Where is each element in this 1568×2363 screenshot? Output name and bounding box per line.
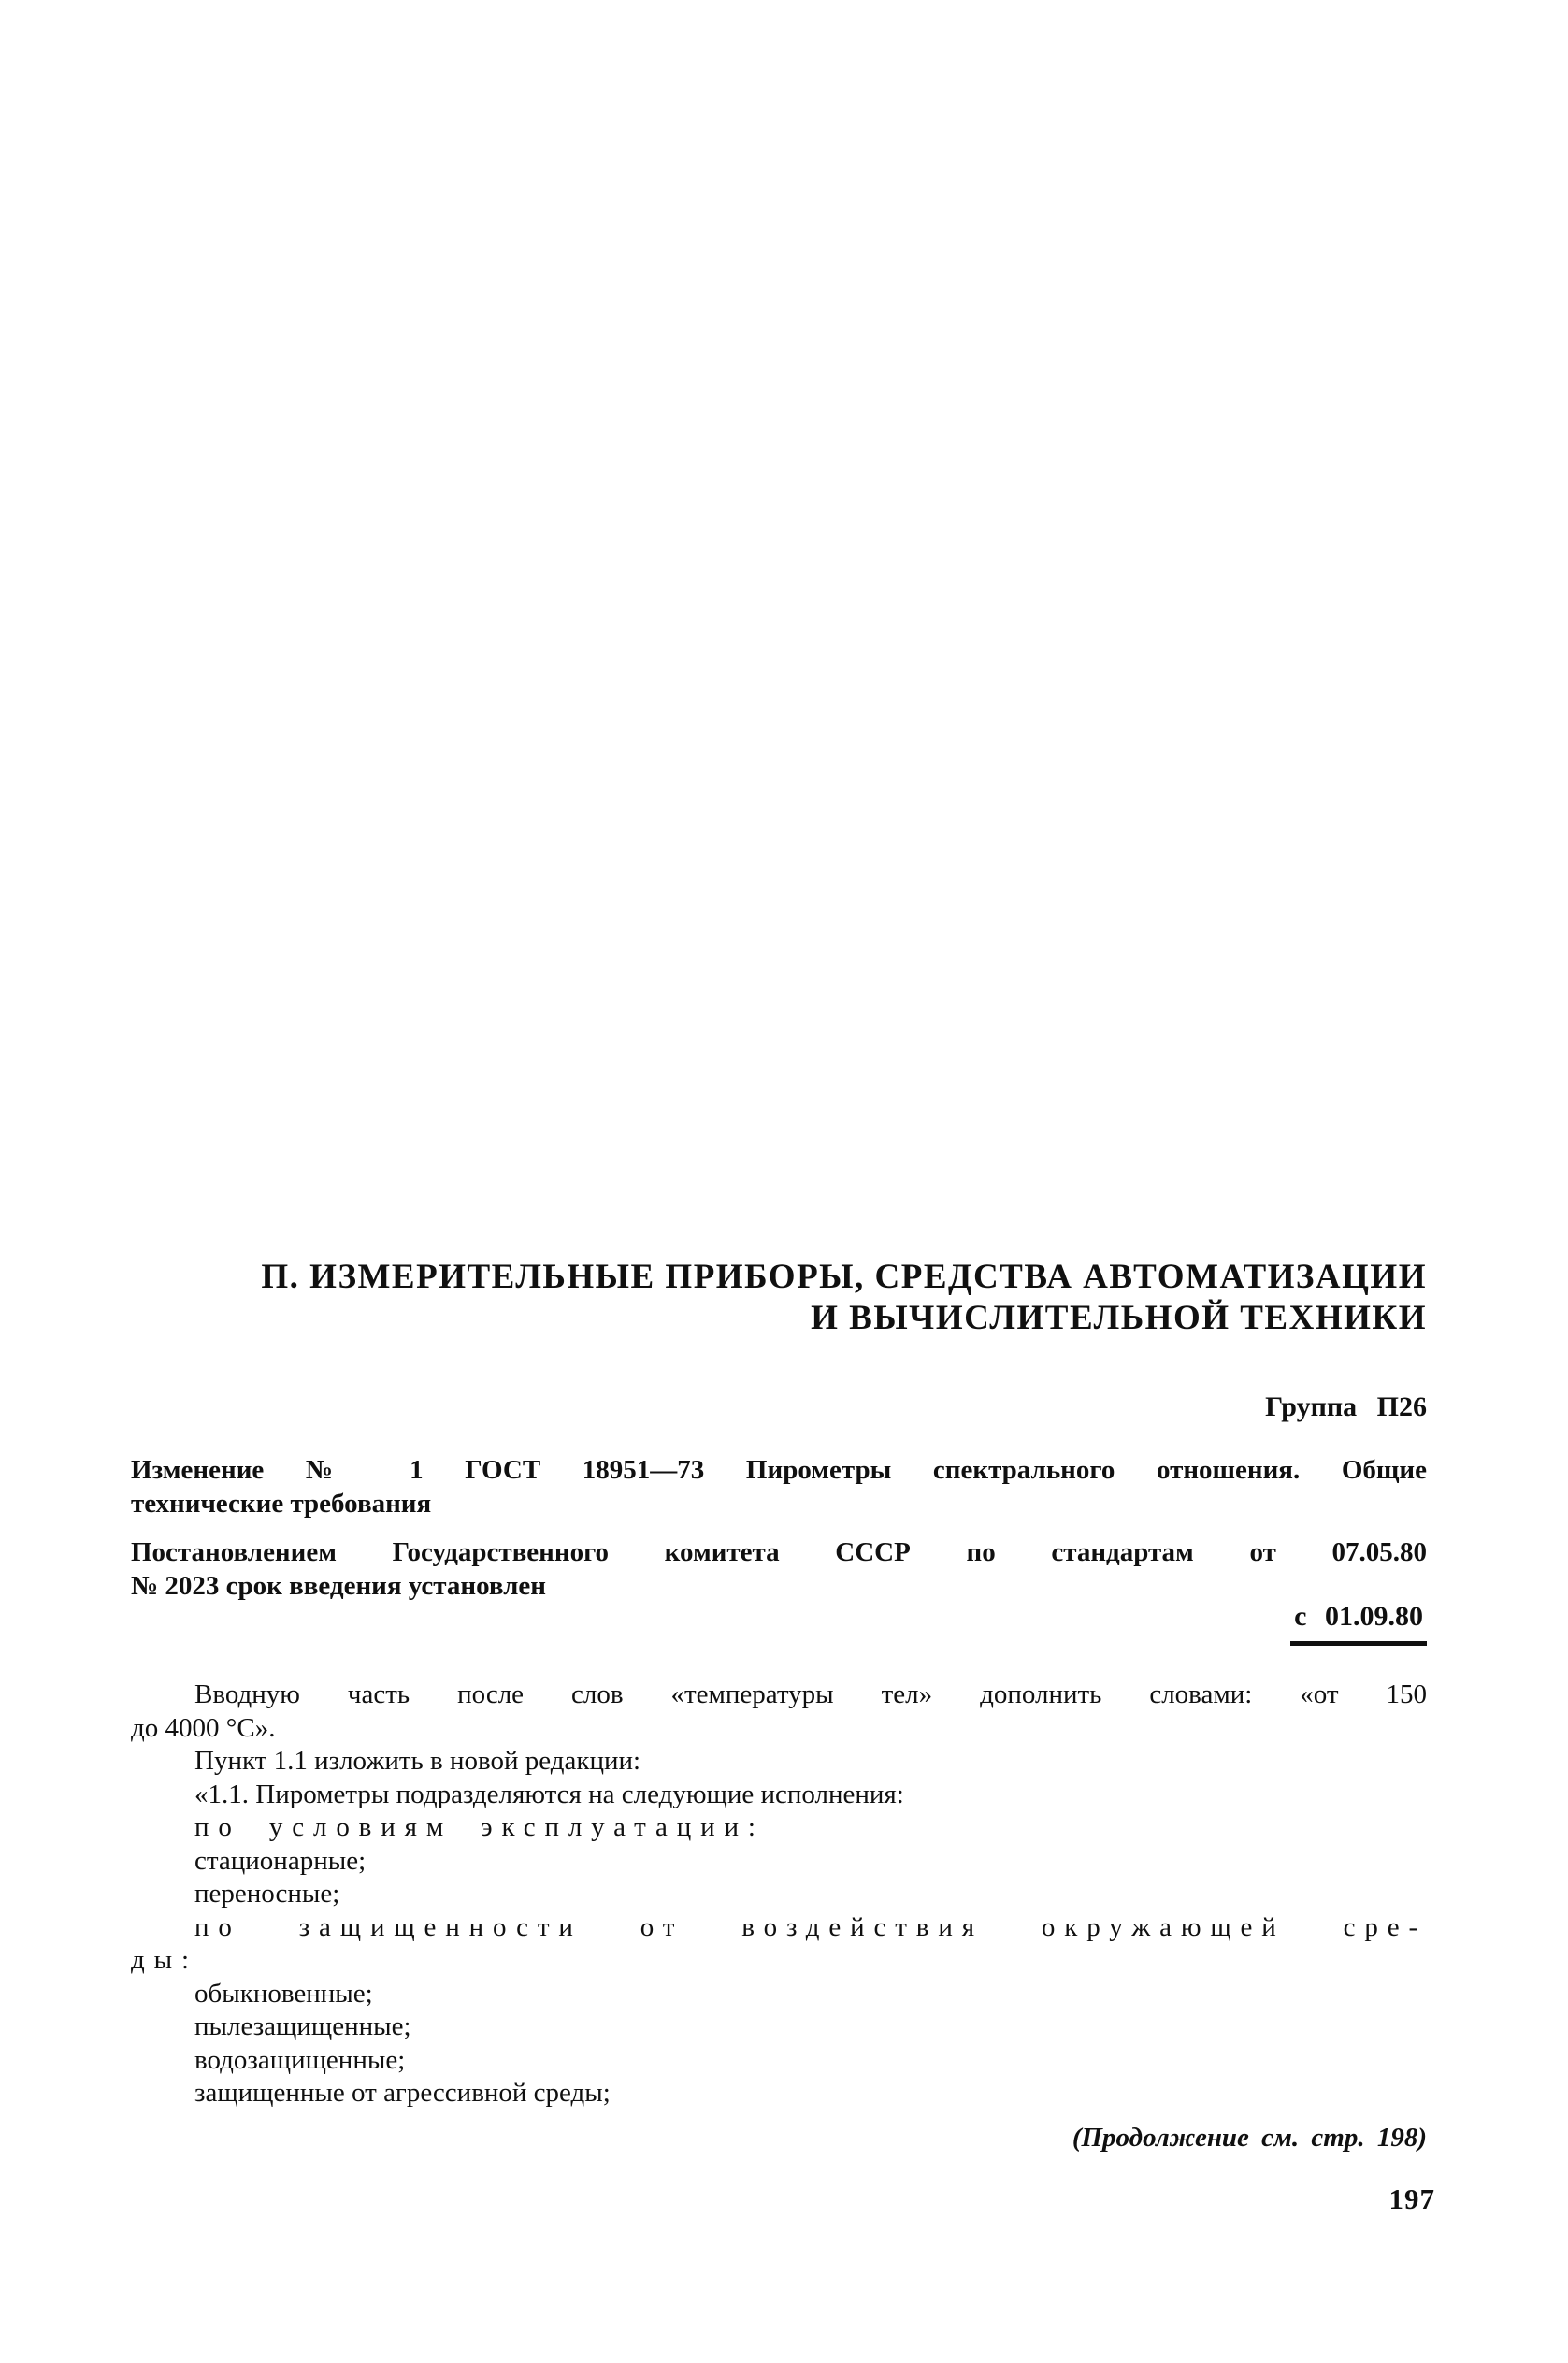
body-line: защищенные от агрессивной среды;: [194, 2078, 611, 2108]
decree-paragraph: [131, 1535, 1427, 1603]
body-line: Вводную часть после слов «температуры тел» дополнить словами: «от 150: [194, 1679, 1427, 1709]
body-line: по защищенности от воздействия окружающей сре-: [194, 1911, 1427, 1942]
decree-line-2: № 2023 срок введения установлен: [131, 1571, 547, 1601]
body-line: обыкновенные;: [194, 1978, 373, 2009]
amendment-line-1: Изменение № 1 ГОСТ 18951—73 Пирометры спектрального отношения. Общие: [131, 1455, 1427, 1485]
body-line: «1.1. Пирометры подразделяются на следующие исполнения:: [194, 1779, 904, 1809]
body-line: до 4000 °С».: [131, 1712, 276, 1743]
amendment-line-2: технические требования: [131, 1489, 432, 1519]
body-line: пылезащищенные;: [194, 2011, 411, 2041]
body-line: ды:: [131, 1945, 198, 1975]
body-line: водозащищенные;: [194, 2044, 406, 2075]
body-line: стационарные;: [194, 1845, 367, 1876]
group-label: Группа П26: [1265, 1391, 1427, 1422]
page-number: 197: [1388, 2183, 1435, 2215]
amendment-heading: [131, 1453, 1427, 1520]
section-title-line-2: И ВЫЧИСЛИТЕЛЬНОЙ ТЕХНИКИ: [811, 1299, 1427, 1337]
continuation-note: (Продолжение см. стр. 198): [1072, 2123, 1427, 2153]
section-title-line-1: П. ИЗМЕРИТЕЛЬНЫЕ ПРИБОРЫ, СРЕДСТВА АВТОМАТИЗАЦИИ: [261, 1258, 1427, 1296]
body-line: по условиям эксплуатации:: [194, 1812, 765, 1842]
body-line: Пункт 1.1 изложить в новой редакции:: [194, 1746, 641, 1776]
effective-date: с 01.09.80: [1290, 1601, 1427, 1646]
decree-line-1: Постановлением Государственного комитета СССР по стандартам от 07.05.80: [131, 1537, 1427, 1567]
body-line: переносные;: [194, 1879, 340, 1909]
section-title: [131, 1257, 1427, 1339]
body-text: [131, 1679, 1427, 2111]
effective-date-row: [131, 1601, 1427, 1646]
